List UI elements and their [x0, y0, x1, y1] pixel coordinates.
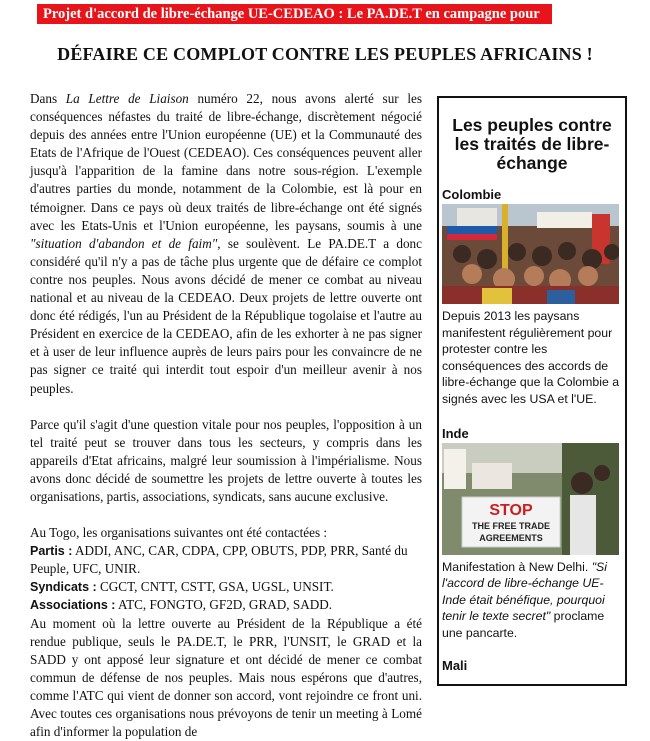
caption-text: proclame une pancarte. [442, 609, 605, 640]
paragraph-1 [30, 90, 422, 398]
caption-inde [442, 559, 621, 642]
article-body [30, 90, 422, 741]
orgs-partis [30, 542, 422, 578]
quote: "situation d'abandon et de faim" [30, 235, 218, 251]
paragraph-2: Parce qu'il s'agit d'une question vitale pour nos peuples, l'opposition à un tel traité peut se trouver dans tous les secteurs, y compris dans les appareils d'Etat africains, malgré leur soumission à l'impérialisme. Nous avons donc décidé de soumettre les projets de lettre ouverte à toutes les organisations, partis, associations, syndicats, sans aucune exclusive. [30, 416, 422, 504]
caption-text: Manifestation à New Delhi. [442, 559, 592, 574]
caption-colombie: Depuis 2013 les paysans manifestent régulièrement pour protester contre les conséquences des accords de libre-échange que la Colombie a signés avec les USA et l'UE. [442, 309, 620, 406]
paragraph-3 [30, 524, 422, 741]
publication-title: La Lettre de Liaison [65, 91, 189, 106]
top-banner: Projet d'accord de libre-échange UE-CEDEAO : Le PA.DE.T en campagne pour [37, 4, 552, 24]
text-span: Dans [30, 91, 66, 106]
section-heading-colombie: Colombie [442, 187, 502, 202]
crowd-photo-illustration [442, 204, 619, 304]
stop-fta-photo-illustration [442, 443, 619, 555]
orgs-intro: Au Togo, les organisations suivantes ont été contactées : [30, 525, 328, 541]
photo-colombia-protest [442, 204, 619, 304]
orgs-associations [30, 596, 422, 614]
paragraph-4: Au moment où la lettre ouverte au Président de la République a été rendue publique, seuls le PA.DE.T, le PRR, l'UNSIT, le GRAD et la SADD y ont apposé leur signature et ont décidé de mener ce combat commun de défense de nos peuples. Mais nous espérons que d'autres, comme l'ATC qui vient de donner son accord, vont rejoindre ce front uni. Avec toutes ces organisations nous prévoyons de tenir un meeting à Lomé afin d'informer la population de [30, 615, 422, 740]
section-heading-inde: Inde [442, 425, 469, 441]
orgs-value: CGCT, CNTT, CSTT, GSA, UGSL, UNSIT. [96, 579, 334, 595]
orgs-label: Partis : [30, 544, 73, 559]
orgs-value: ADDI, ANC, CAR, CDPA, CPP, OBUTS, PDP, PRR, Santé du Peuple, UFC, UNIR. [30, 543, 408, 577]
section-heading-mali: Mali [442, 657, 468, 673]
orgs-label: Syndicats : [30, 580, 97, 595]
sidebar-box [437, 96, 627, 686]
sign-stop: STOP [489, 501, 533, 519]
sign-line-3: AGREEMENTS [479, 532, 543, 543]
text-span: , se soulèvent. Le PA.DE.T a donc considéré qu'il n'y a pas de tâche plus urgente que de défaire ce complot contre nos peuples. Nous avons décidé de mener ce combat au niveau national et au niveau de la CEDEAO. Deux projets de lettre ouverte ont donc été rédigés, l'un au Président de la République togolaise et l'autre au Président en exercice de la CEDEAO, afin de les exhorter à ne pas signer et à user de leur influence auprès de leurs pairs pour les convaincre de ne pas signer ce traité qui interdit tout espoir d'un meilleur avenir à nos peuples. [30, 235, 423, 396]
caption-quote: "Si l'accord de libre-échange UE-Inde était bénéfique, pourquoi tenir le texte secret" [442, 559, 607, 624]
text-span: numéro 22, nous avons alerté sur les conséquences néfastes du traité de libre-échange, discrètement négocié depuis des années entre l'Union européenne (UE) et la Communauté des Etats de l'Afrique de l'Ouest (CEDEAO). Ces conséquences peuvent aller jusqu'à l'apparition de la famine dans notre sous-région. L'exemple d'autres parties du monde, notamment de la Colombie, est là pour en témoigner. Dans ce pays où deux traités de libre-échange ont été signés avec les Etats-Unis et l'Union européenne, les paysans, soumis à une [30, 91, 422, 233]
article-headline: DÉFAIRE CE COMPLOT CONTRE LES PEUPLES AFRICAINS ! [57, 44, 593, 64]
orgs-value: ATC, FONGTO, GF2D, GRAD, SADD. [115, 597, 333, 613]
orgs-label: Associations : [30, 598, 116, 613]
sign-line-2: THE FREE TRADE [471, 520, 551, 531]
orgs-syndicats [30, 578, 422, 596]
photo-india-protest [442, 443, 619, 555]
sidebar-title: Les peuples contre les traités de libre-échange [452, 115, 612, 173]
